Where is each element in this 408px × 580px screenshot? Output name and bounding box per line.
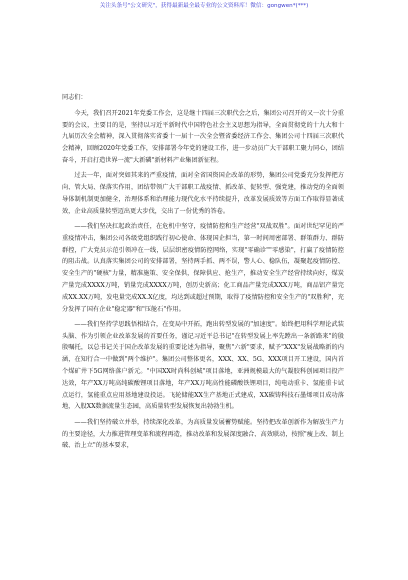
paragraph-transformation: ——我们坚持学思践悟相结合，在变局中开拓，跑出转型发展的"加速度"。始终把用科学理论武装头脑、作为引领企业改革发展的首要任务，谨记习近平总书记"在转型发展上率先蹚出一条新路来"的殷殷嘱托，以总书记关于国企改革发展的重要论述为指导，聚焦"六新"要求，赋予"XXX"发展战略新的内涵，在知行合一中做到"两个维护"。集团公司整体更名，XXX、XX、5G、XXX项目开工建设，国内首个煤矿井下5G网络落户新元。"中国XX时尚科创城"项目落地，亚洲规模最大的气凝胶科创园项目投产达效，年产XX万吨高纯碳酸锂项目落地，年产XX万吨高性能磷酸铁锂项目，纯电动重卡、氢能重卡试点运行，氢能重点应用基地建设投运。飞轮储能XX生产基地正式建成，XX碳铸科技石墨烯项目成功落地，入股XX数据流量生态园，高质量转型发展恢复出勃勃生机。 bbox=[62, 320, 344, 411]
greeting: 同志们： bbox=[62, 94, 87, 101]
paragraph-review: 过去一年，面对突如其来的严重疫情，面对全省国资国企改革的形势，集团公司党委充分发挥把方向、管大局、保落实作用，团结带领广大干部职工战疫情、抓改革、促转型、强党建，推动党的全面领导体制机制更加健全，治理体系和治理能力现代化水平持续提升，改革发展质效等方面工作取得显著成效，企业高质量转型迈出更大步伐，交出了一份优秀的答卷。 bbox=[62, 172, 344, 215]
paragraph-opening: 今天，我们召开2021年党委工作会，这是继十四届三次职代会之后，集团公司召开的又一次十分重要的会议，主要目的是，坚持以习近平新时代中国特色社会主义思想为指导，全面贯彻党的十九大和十九届历次全会精神，深入贯彻落实省委十一届十一次全会暨省委经济工作会、集团公司十四届三次职代会精神，回顾2020年党委工作，安排部署今年党的建设工作，进一步动员广大干部职工聚力同心，团结奋斗，开启打造世界一流"大新磷"新材料产业集团新征程。 bbox=[62, 109, 344, 164]
document-body bbox=[62, 92, 344, 452]
paragraph-reform: ——我们坚持破立并举，持续深化改革，为高质量发展蓄势赋能。坚持把改革创新作为解放生产力的主要途径，大力推进管理变革和流程再造，推动改革和发展深度融合、高效联动，按照"瘦上改、制上破、治上立"的基本要求， bbox=[62, 418, 344, 450]
paragraph-epidemic: ——我们坚决扛起政治责任，在危机中坚守，疫情防控和生产经营"双战双胜"。面对世纪罕见的严重疫情冲击，集团公司各级党组织践行初心使命、体现国企担当，第一时间周密部署、群策群力、群防群控，广大党员示范引领冲在一线，层层织密疫情防控网络，实现"零确诊""零感染"，打赢了疫情防控的阻击战。认真落实集团公司的安排部署，坚持两手抓、两不误，警人心、稳队伍，凝聚起疫情防控、安全生产的"硬核"力量，精准施策、安全保供，保障供应、抢生产，推动安全生产经营持续向好，煤炭产量完成XXXX万吨，销量完成XXXX万吨，创历史新高；化工商品产量完成XXX万吨，商品铝产量完成XX.XX万吨，发电量完成XX.X亿度，均达到或超过预期，取得了疫情防控和安全生产的"双胜利"，充分发挥了国有企业"稳定器"和"压舱石"作用。 bbox=[62, 222, 344, 313]
header-banner[interactable]: 关注头条号"公文研究"，获得最新最全最专业的公文资料库！微信：gongwen*(***) bbox=[99, 3, 309, 9]
